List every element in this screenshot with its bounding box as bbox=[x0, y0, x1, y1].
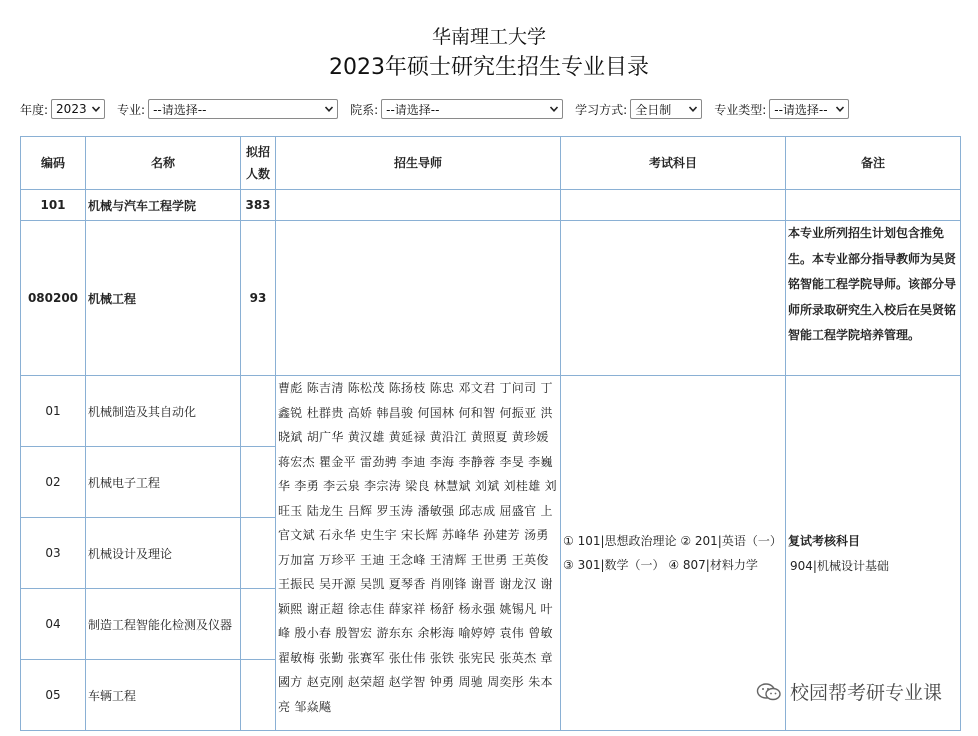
tutor-list: 曹彪 陈吉清 陈松茂 陈扬枝 陈忠 邓文君 丁问司 丁鑫锐 杜群贵 高娇 韩昌骏 何国林 何和智 何振亚 洪晓斌 胡广华 黄汉雄 黄延禄 黄沿江 黄照夏 黄珍媛 蒋宏杰 瞿金平 雷劲骋 李迪 李海 李静蓉 李旻 李巍华 李勇 李云泉 李宗涛 梁良 林慧斌 刘斌 刘桂雄 刘旺玉 陆龙生 吕辉 罗玉涛 潘敏强 邱志成 屈盛官 上官文斌 石永华 史生宇 宋长辉 苏峰华 孙建芳 汤勇 万加富 万珍平 王迪 王念峰 王清辉 王世勇 王英俊 王振民 吴开源 吴凯 夏琴香 肖刚锋 谢晋 谢龙汉 谢颖熙 谢正超 徐志佳 薛家祥 杨舒 杨永强 姚锡凡 叶峰 殷小春 殷智宏 游东东 余彬海 喻婷婷 袁伟 曾敏 翟敏梅 张勤 张赛军 张仕伟 张铁 张宪民 张英杰 章國方 赵克刚 赵荣超 赵学智 钟勇 周驰 周奕彤 朱本亮 邹焱飚 bbox=[276, 376, 561, 731]
major-quota: 93 bbox=[241, 221, 276, 376]
major-type-label: 专业类型: bbox=[714, 102, 767, 117]
header-exam: 考试科目 bbox=[561, 137, 786, 190]
table-header-row bbox=[21, 137, 961, 190]
major-label: 专业: bbox=[117, 102, 146, 117]
year-select-value: 2023 bbox=[56, 102, 87, 116]
watermark bbox=[756, 678, 942, 705]
dept-select-value: --请选择-- bbox=[386, 102, 440, 117]
college-quota: 383 bbox=[241, 190, 276, 221]
chevron-down-icon bbox=[91, 104, 101, 114]
header-quota-line1: 拟招 bbox=[245, 145, 270, 159]
filter-bar bbox=[20, 98, 849, 120]
direction-code: 02 bbox=[21, 447, 86, 518]
retest-subject: 904|机械设计基础 bbox=[790, 559, 889, 573]
wechat-icon bbox=[756, 682, 782, 702]
major-type-select[interactable] bbox=[769, 99, 849, 119]
chevron-down-icon bbox=[324, 104, 334, 114]
header-tutors: 招生导师 bbox=[276, 137, 561, 190]
watermark-text: 校园帮考研专业课 bbox=[789, 682, 942, 704]
major-select[interactable] bbox=[148, 99, 338, 119]
header-quota-line2: 人数 bbox=[245, 167, 270, 181]
retest-title: 复试考核科目 bbox=[788, 534, 861, 548]
catalog-table bbox=[20, 136, 961, 731]
major-note: 本专业所列招生计划包含推免生。本专业部分指导教师为吴贤铭智能工程学院导师。该部分导师所录取研究生入校后在吴贤铭智能工程学院培养管理。 bbox=[786, 221, 961, 376]
university-name: 华南理工大学 bbox=[431, 26, 546, 48]
study-mode-select[interactable] bbox=[630, 99, 702, 119]
direction-name: 机械制造及其自动化 bbox=[86, 376, 241, 447]
direction-name: 车辆工程 bbox=[86, 660, 241, 731]
college-code: 101 bbox=[21, 190, 86, 221]
study-mode-label: 学习方式: bbox=[575, 102, 628, 117]
direction-name: 机械设计及理论 bbox=[86, 518, 241, 589]
year-label: 年度: bbox=[20, 102, 49, 117]
study-mode-select-value: 全日制 bbox=[635, 102, 672, 117]
chevron-down-icon bbox=[688, 104, 698, 114]
header-code: 编码 bbox=[21, 137, 86, 190]
header-name: 名称 bbox=[86, 137, 241, 190]
direction-name: 制造工程智能化检测及仪器 bbox=[86, 589, 241, 660]
year-select[interactable] bbox=[51, 99, 105, 119]
college-row bbox=[21, 190, 961, 221]
direction-code: 03 bbox=[21, 518, 86, 589]
dept-label: 院系: bbox=[350, 102, 379, 117]
direction-code: 04 bbox=[21, 589, 86, 660]
major-select-value: --请选择-- bbox=[153, 102, 207, 117]
major-code: 080200 bbox=[21, 221, 86, 376]
direction-code: 05 bbox=[21, 660, 86, 731]
direction-code: 01 bbox=[21, 376, 86, 447]
catalog-title: 2023年硕士研究生招生专业目录 bbox=[329, 55, 649, 80]
dept-select[interactable] bbox=[381, 99, 563, 119]
chevron-down-icon bbox=[835, 104, 845, 114]
college-name: 机械与汽车工程学院 bbox=[86, 190, 241, 221]
direction-name: 机械电子工程 bbox=[86, 447, 241, 518]
exam-subjects: ① 101|思想政治理论 ② 201|英语（一） ③ 301|数学（一） ④ 807|材料力学 bbox=[561, 376, 786, 731]
major-name: 机械工程 bbox=[86, 221, 241, 376]
header-notes: 备注 bbox=[786, 137, 961, 190]
table-row bbox=[21, 376, 961, 447]
chevron-down-icon bbox=[549, 104, 559, 114]
major-row bbox=[21, 221, 961, 376]
header-quota bbox=[241, 137, 276, 190]
major-type-select-value: --请选择-- bbox=[774, 102, 828, 117]
